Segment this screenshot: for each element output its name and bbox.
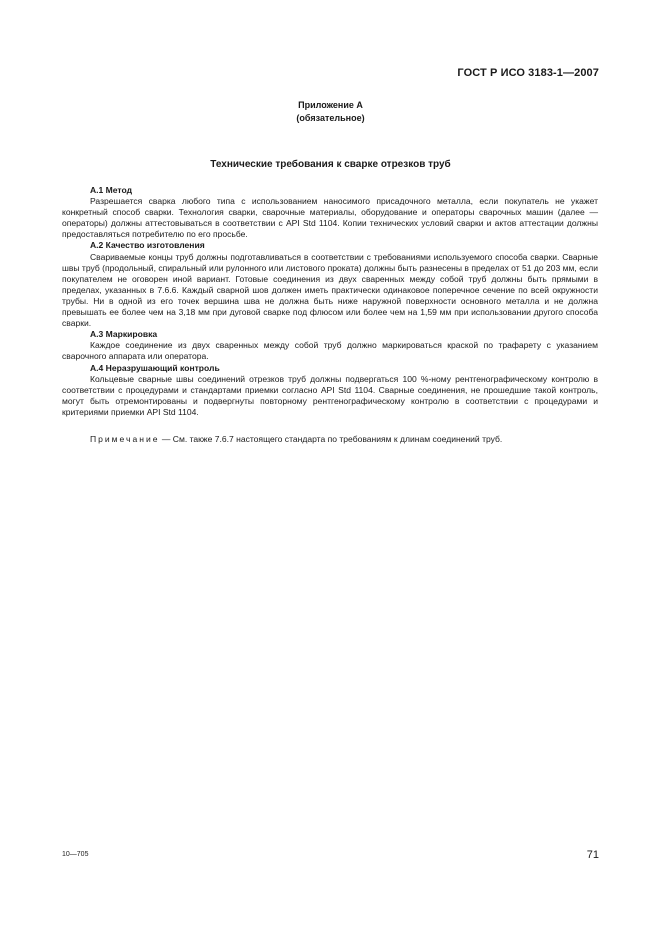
section-text: Кольцевые сварные швы соединений отрезков труб должны подвергаться 100 %-ному рентгенографическому контролю в соответствии с процедурами и стандартами приемки согласно API Std 1104. Сварные соединения, не прошедшие такой контроль, могут быть отремонтированы и подвергнуты повторному рентгенографическому контролю в соответствии с процедурами и критериями приемки API Std 1104. [62, 373, 598, 417]
document-body [62, 185, 598, 445]
appendix-status: (обязательное) [296, 113, 365, 123]
page-number: 71 [586, 849, 599, 861]
section-a3 [62, 329, 598, 362]
section-text: Разрешается сварка любого типа с использованием наносимого присадочного металла, если покупатель не укажет конкретный способ сварки. Технология сварки, сварочные материалы, оборудование и операторы сварочных машин (далее — операторы) должны аттестовываться в соответствии с API Std 1104. Копии технических условий сварки и актов аттестации должны предоставляться потребителю по его просьбе. [62, 196, 598, 240]
footer-code: 10—705 [62, 851, 89, 858]
page-title: Технические требования к сварке отрезков труб [210, 159, 451, 170]
section-a1 [62, 185, 598, 240]
section-heading: А.3 Маркировка [90, 329, 158, 340]
section-a2 [62, 240, 598, 329]
appendix-heading [0, 99, 661, 125]
section-text: Каждое соединение из двух сваренных между собой труб должно маркироваться краской по трафарету с указанием сварочного аппарата или оператора. [62, 340, 598, 362]
note [62, 434, 598, 445]
section-a4 [62, 363, 598, 418]
section-heading: А.2 Качество изготовления [90, 240, 205, 251]
appendix-label: Приложение А [298, 100, 363, 110]
note-prefix: Примечание [90, 433, 160, 444]
section-heading: А.1 Метод [90, 185, 133, 195]
document-id: ГОСТ Р ИСО 3183-1—2007 [457, 67, 599, 79]
section-text: Свариваемые концы труб должны подготавливаться в соответствии с требованиями используемого способа сварки. Сварные швы труб (продольный, спиральный или рулонного или листового проката) должны быть разнесены в пределах от 51 до 203 мм, если покупателем не оговорен иной вариант. Готовые соединения из двух сваренных между собой труб должны быть прямыми в пределах, указанных в 7.6.6. Каждый сварной шов должен иметь практически одинаковое поперечное сечение по всей окружности трубы. Ни в одной из его точек вершина шва не должна быть ниже наружной поверхности основного металла и не должна превышать ее более чем на 3,18 мм при дуговой сварке под флюсом или более чем на 1,59 мм при использовании другого способа сварки. [62, 251, 598, 329]
note-text: — См. также 7.6.7 настоящего стандарта по требованиям к длинам соединений труб. [159, 433, 503, 444]
section-heading: А.4 Неразрушающий контроль [90, 362, 220, 373]
